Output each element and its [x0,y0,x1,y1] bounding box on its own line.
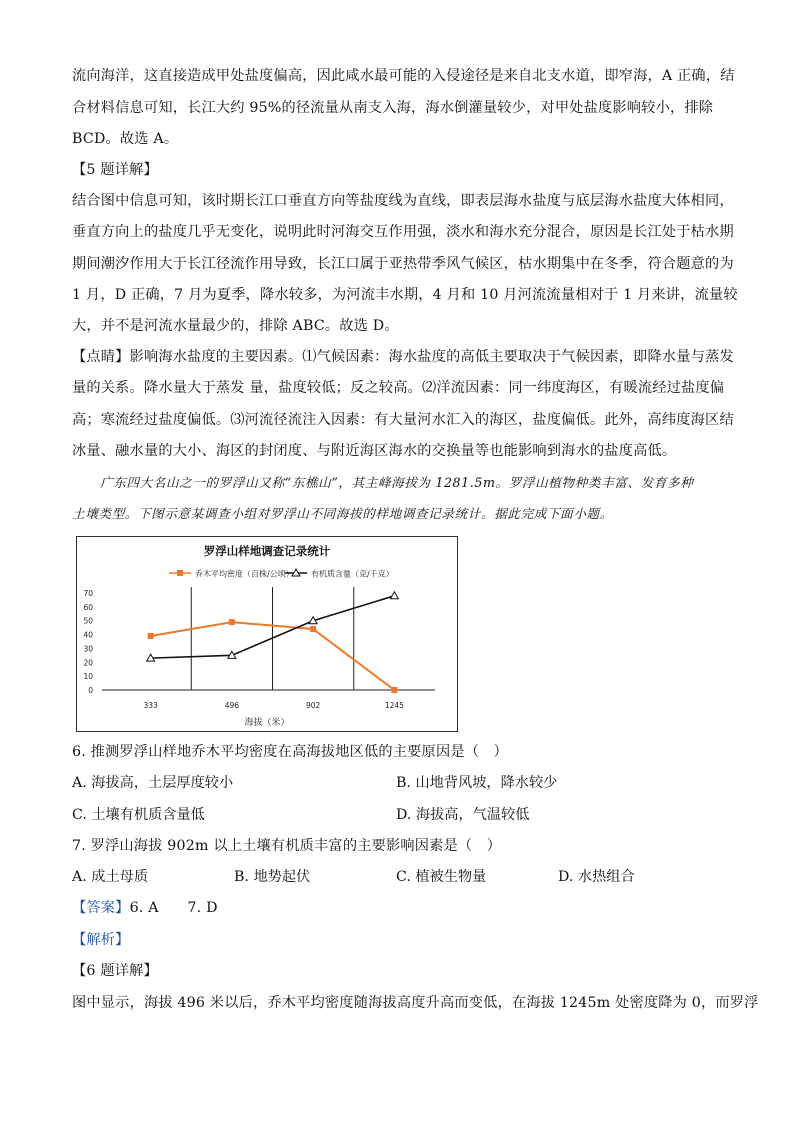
point-density-333 [148,633,154,639]
material-line-1: 广东四大名山之一的罗浮山又称“东樵山”，其主峰海拔为 1281.5m。罗浮山植物种类丰富、发育多种 [100,475,694,490]
q6-detail-line-1: 图中显示，海拔 496 米以后，乔木平均密度随海拔高度升高而变低，在海拔 1245m 处密度降为 0，而罗浮 [72,995,759,1011]
y-tick-label-30: 30 [83,644,93,654]
q7-option-b: B. 地势起伏 [234,869,311,885]
y-tick-label-20: 20 [83,658,93,668]
p3-line-2: 量的关系。降水量大于蒸发 量，盐度较低；反之较高。⑵洋流因素：同一纬度海区，有暖流经过盐度偏 [72,380,725,396]
point-density-902 [310,626,316,632]
p2-line-3: 期间潮汐作用大于长江径流作用导致，长江口属于亚热带季风气候区，枯水期集中在冬季，符合题意的为 [72,256,734,272]
p1-line-2: 合材料信息可知，长江大约 95%的径流量从南支入海，海水倒灌量较少，对甲处盐度影响较小，排除 [72,100,714,116]
y-tick-label-10: 10 [83,672,93,682]
q6-option-c: C. 土壤有机质含量低 [72,807,205,823]
q5-detail-heading: 【5 题详解】 [72,162,158,178]
p2-line-1: 结合图中信息可知，该时期长江口垂直方向等盐度线为直线，即表层海水盐度与底层海水盐度大体相同， [72,193,734,209]
q6-detail-heading: 【6 题详解】 [72,963,158,979]
y-tick-label-60: 60 [83,602,93,612]
p1-line-1: 流向海洋，这直接造成甲处盐度偏高，因此咸水最可能的入侵途径是来自北支水道，即窄海，A 正确，结 [72,68,735,84]
point-density-496 [229,619,235,625]
answer-text: 6. A 7. D [129,900,218,916]
p3-line-4: 冰量、融水量的大小、海区的封闭度、与附近海区海水的交换量等也能影响到海水的盐度高低。 [72,443,677,459]
y-tick-label-0: 0 [88,686,93,695]
legend-label-1: 有机质含量（克/千克） [311,569,394,579]
x-axis-label: 海拔（米） [244,718,290,728]
y-tick-label-70: 70 [83,589,93,598]
q7-option-c: C. 植被生物量 [396,869,487,885]
q6-option-d: D. 海拔高，气温较低 [396,807,530,823]
p2-line-5: 大，并不是河流水量最少的，排除 ABC。故选 D。 [72,318,399,334]
legend-marker-square [177,570,183,576]
y-tick-label-50: 50 [83,616,93,626]
p2-line-2: 垂直方向上的盐度几乎无变化，说明此时河海交互作用强，淡水和海水充分混合，原因是长江处于枯水期 [72,224,734,240]
x-tick-label-1245: 1245 [384,701,404,710]
question-6: 6. 推测罗浮山样地乔木平均密度在高海拔地区低的主要原因是（ ） [72,744,508,760]
chart-title: 罗浮山样地调查记录统计 [203,544,331,558]
y-tick-label-40: 40 [83,630,93,640]
answer-row [72,898,722,918]
q7-option-a: A. 成土母质 [72,869,149,885]
chart-frame [76,536,458,732]
analysis-label: 【解析】 [72,932,130,948]
line-chart [77,537,457,731]
q6-option-a: A. 海拔高，土层厚度较小 [72,775,234,791]
x-tick-label-496: 496 [224,701,240,710]
p2-line-4: 1 月，D 正确，7 月为夏季，降水较多，为河流丰水期，4 月和 10 月河流流量相对于 1 月来讲，流量较 [72,287,738,303]
x-tick-label-333: 333 [143,701,158,710]
p1-line-3: BCD。故选 A。 [72,131,179,147]
question-7: 7. 罗浮山海拔 902m 以上土壤有机质丰富的主要影响因素是（ ） [72,838,502,854]
material-line-2: 土壤类型。下图示意某调查小组对罗浮山不同海拔的样地调查记录统计。据此完成下面小题。 [72,506,613,521]
point-density-1245 [391,687,397,693]
p3-line-3: 高；寒流经过盐度偏低。⑶河流径流注入因素：有大量河水汇入的海区，盐度偏低。此外，高纬度海区结 [72,412,734,428]
x-tick-label-902: 902 [305,701,321,710]
answer-label: 【答案】 [72,900,130,916]
point-organic-1245 [390,592,398,599]
q6-option-b: B. 山地背风坡，降水较少 [396,775,558,791]
p3-line-1: 【点睛】影响海水盐度的主要因素。⑴气候因素：海水盐度的高低主要取决于气候因素，即降水量与蒸发 [72,349,734,365]
legend-label-0: 乔木平均密度（百株/公顷） [195,569,294,579]
q7-option-d: D. 水热组合 [558,869,635,885]
